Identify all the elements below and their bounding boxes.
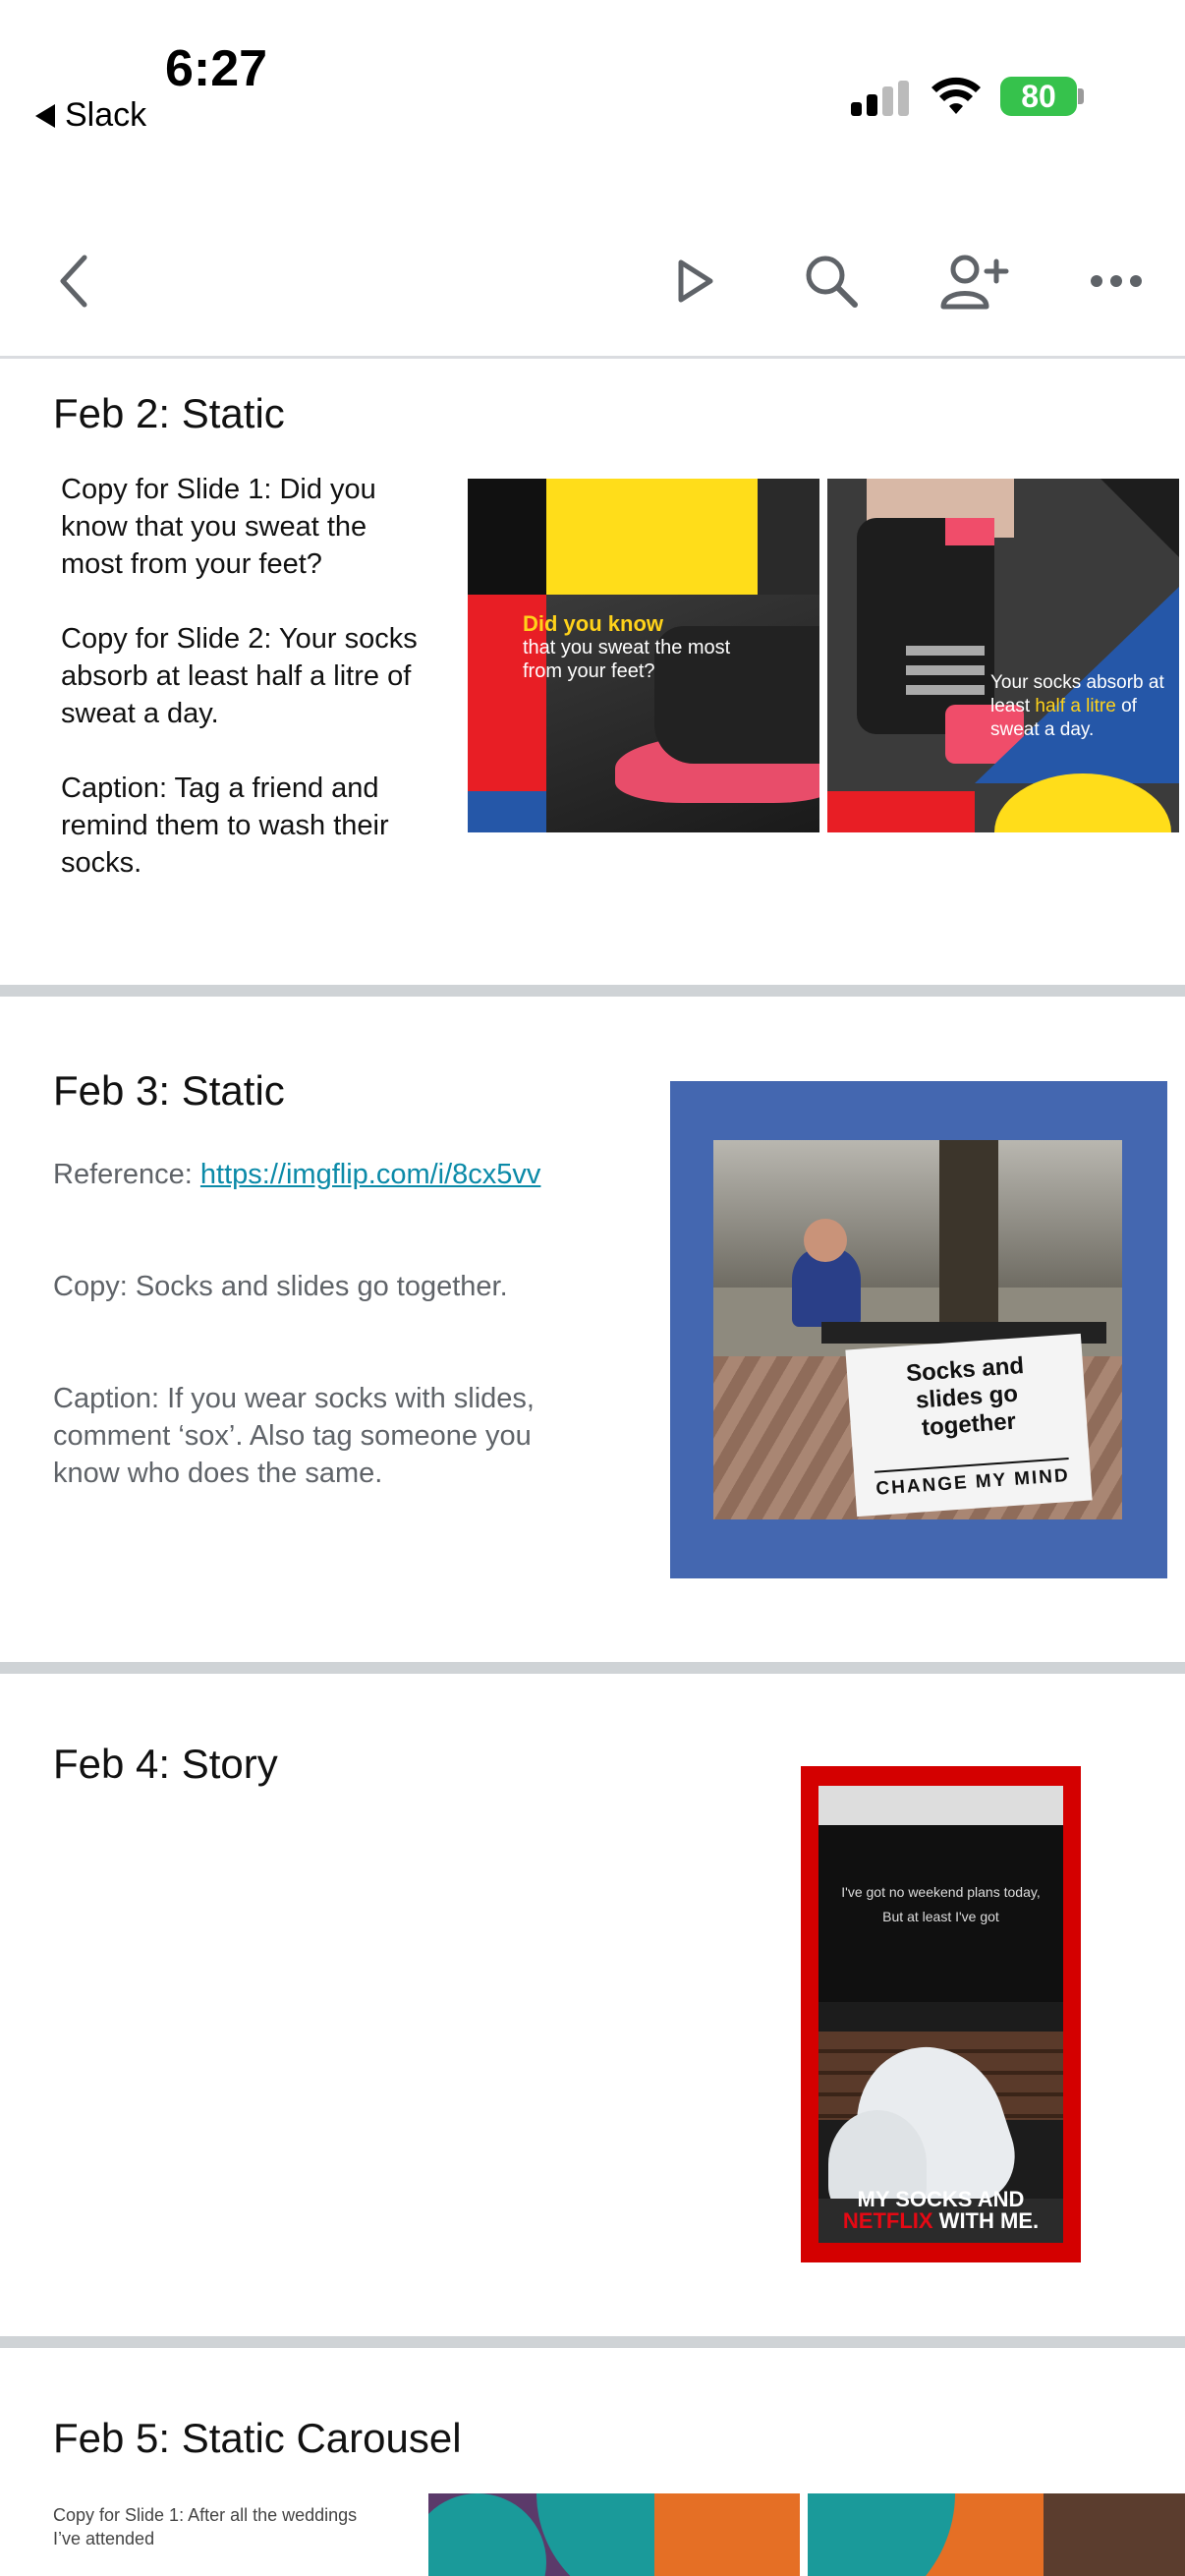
slide-feb-4[interactable] [0,1674,1185,2334]
reference-label: Reference: [53,1159,200,1190]
battery-level: 80 [1021,78,1056,114]
slide-feb-3[interactable] [0,997,1185,1660]
slide-separator [0,1662,1185,1674]
battery-tip [1078,88,1084,104]
story-text-top: I've got no weekend plans today, But at least I've got [841,1884,1041,1924]
sock-slide-1-image [468,479,819,832]
status-bar [0,0,1185,167]
copy-slide-2: Copy for Slide 2: Your socks absorb at least half a litre of sweat a day. [61,623,418,729]
story-text-bottom: MY SOCKS AND NETFLIX WITH ME. [842,2187,1040,2233]
carousel-image-1 [428,2493,800,2576]
back-to-app-button[interactable] [35,96,146,135]
sock-slide-images [468,479,1179,832]
slide-copy: Copy for Slide 1: After all the weddings I’ve attended [53,2505,358,2548]
copy-slide-1: Copy for Slide 1: Did you know that you sweat the most from your feet? [61,474,376,580]
sock-slide-2-image [827,479,1179,832]
add-person-icon[interactable] [935,242,1014,320]
slide-feb-2[interactable] [0,359,1185,983]
back-triangle-icon [35,104,55,128]
present-play-icon[interactable] [654,242,733,320]
sock-slide-2-text: Your socks absorb at least half a litre of sweat a day. [990,672,1164,740]
netflix-story-image [801,1766,1081,2262]
sock-slide-1-text: Did you know that you sweat the most from your feet? [523,611,731,682]
caption: Caption: Tag a friend and remind them to wash their socks. [61,773,389,879]
battery-indicator [1000,77,1077,116]
slide-feb-5[interactable] [0,2348,1185,2576]
slide-copy: Copy: Socks and slides go together. [53,1271,508,1302]
meme-sign-banner: CHANGE MY MIND [875,1458,1070,1501]
slide-title: Feb 5: Static Carousel [53,2415,462,2461]
slide-separator [0,985,1185,997]
reference-link[interactable]: https://imgflip.com/i/8cx5vv [199,1159,541,1190]
slide-title: Feb 3: Static [53,1067,285,1114]
slide-separator [0,2336,1185,2348]
more-icon[interactable] [1077,242,1156,320]
search-icon[interactable] [792,242,871,320]
carousel-image-2 [808,2493,1185,2576]
clock: 6:27 [165,40,268,97]
meme-sign-text: Socks and slides go together [905,1351,1025,1442]
slide-caption: Caption: If you wear socks with slides, comment ‘sox’. Also tag someone you know who does the same. [53,1383,535,1489]
wifi-icon [931,75,981,116]
back-app-label: Slack [65,96,147,134]
slide-title: Feb 2: Static [53,390,285,436]
reference-line [53,1156,603,1193]
slide-title: Feb 4: Story [53,1741,278,1787]
meme-sign [845,1334,1092,1517]
back-chevron-icon[interactable] [33,242,112,320]
change-my-mind-meme-image [670,1081,1167,1578]
slides-toolbar [0,206,1185,354]
cellular-signal-icon [851,81,910,116]
slide-copy [61,471,434,919]
